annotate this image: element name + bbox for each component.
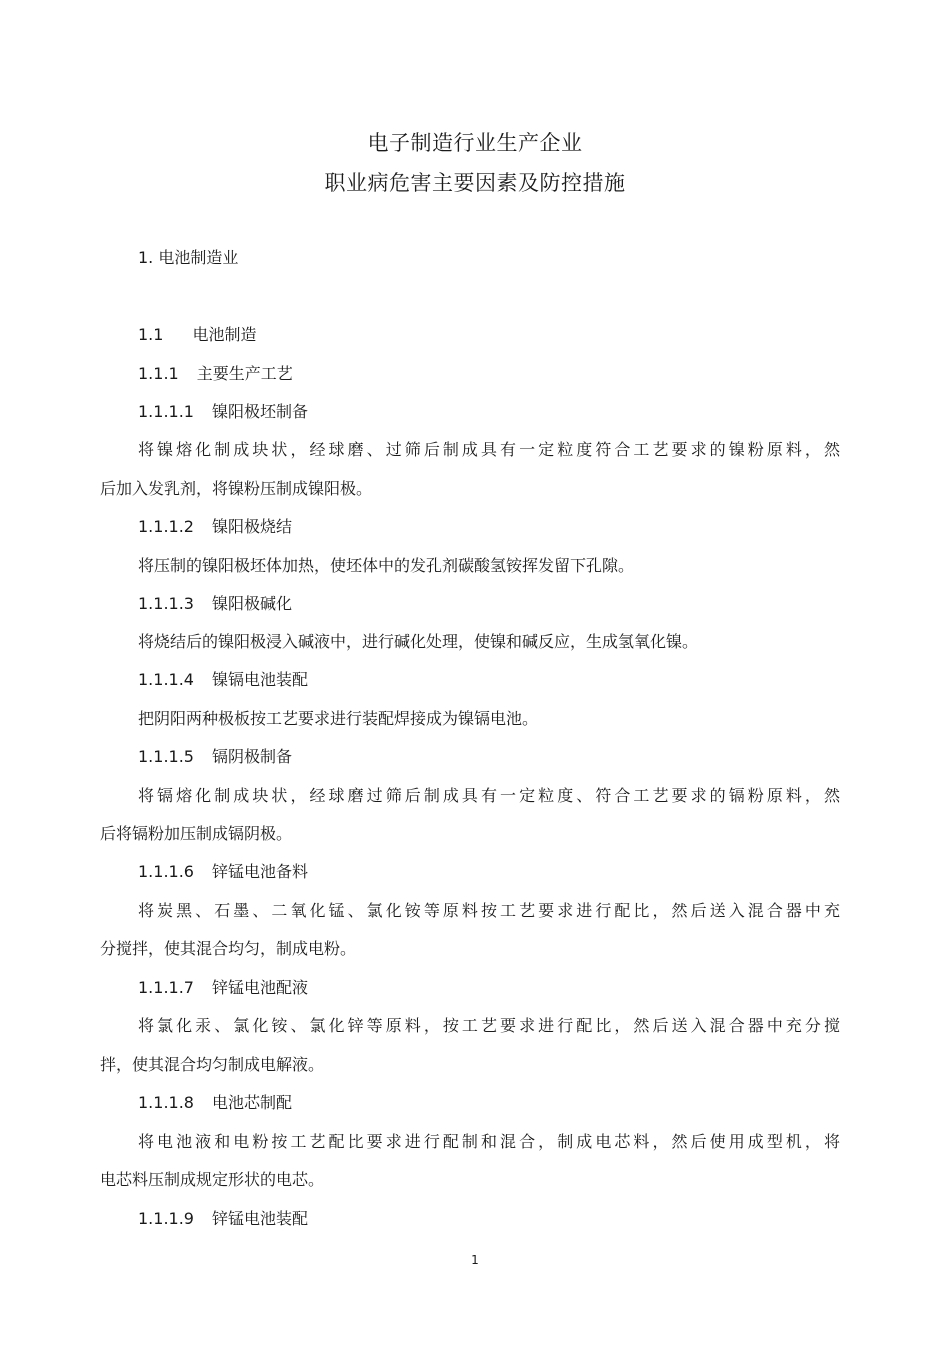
item-heading bbox=[138, 1209, 308, 1229]
item-heading bbox=[138, 862, 308, 882]
subsection-number: 1.1 bbox=[138, 325, 164, 344]
document-title-line2: 职业病危害主要因素及防控措施 bbox=[324, 171, 626, 195]
item-label: 镍阳极烧结 bbox=[211, 517, 292, 536]
item-label: 镍阳极碱化 bbox=[211, 594, 292, 613]
item-heading bbox=[138, 594, 292, 614]
paragraph-line: 电芯料压制成规定形状的电芯。 bbox=[100, 1170, 325, 1189]
subsubsection-label: 主要生产工艺 bbox=[196, 364, 293, 383]
subsection-label: 电池制造 bbox=[192, 325, 257, 344]
subsubsection-number: 1.1.1 bbox=[138, 364, 179, 383]
paragraph-line: 将电池液和电粉按工艺配比要求进行配制和混合，制成电芯料，然后使用成型机，将 bbox=[138, 1132, 840, 1151]
item-heading bbox=[138, 1093, 292, 1113]
item-heading bbox=[138, 517, 292, 537]
item-heading bbox=[138, 402, 308, 422]
item-number: 1.1.1.7 bbox=[138, 978, 194, 997]
paragraph-line: 将烧结后的镍阳极浸入碱液中，进行碱化处理，使镍和碱反应，生成氢氧化镍。 bbox=[138, 632, 699, 651]
paragraph-line: 把阴阳两种极板按工艺要求进行装配焊接成为镍镉电池。 bbox=[138, 709, 539, 728]
paragraph-line: 分搅拌，使其混合均匀，制成电粉。 bbox=[100, 939, 357, 958]
paragraph-line: 将炭黑、石墨、二氧化锰、氯化铵等原料按工艺要求进行配比，然后送入混合器中充 bbox=[138, 901, 840, 920]
paragraph-line: 将氯化汞、氯化铵、氯化锌等原料，按工艺要求进行配比，然后送入混合器中充分搅 bbox=[138, 1016, 840, 1035]
item-number: 1.1.1.9 bbox=[138, 1209, 194, 1228]
paragraph-line: 将镍熔化制成块状，经球磨、过筛后制成具有一定粒度符合工艺要求的镍粉原料，然 bbox=[138, 440, 840, 459]
document-title-line1: 电子制造行业生产企业 bbox=[367, 131, 583, 155]
paragraph-line: 后将镉粉加压制成镉阴极。 bbox=[100, 824, 293, 843]
item-heading bbox=[138, 670, 308, 690]
item-heading bbox=[138, 978, 308, 998]
item-label: 镍阳极坯制备 bbox=[211, 402, 308, 421]
item-label: 锌锰电池备料 bbox=[211, 862, 308, 881]
paragraph-line: 将压制的镍阳极坯体加热，使坯体中的发孔剂碳酸氢铵挥发留下孔隙。 bbox=[138, 556, 635, 575]
page-number: 1 bbox=[471, 1253, 479, 1267]
item-label: 锌锰电池装配 bbox=[211, 1209, 308, 1228]
paragraph-line: 拌，使其混合均匀制成电解液。 bbox=[100, 1055, 325, 1074]
item-number: 1.1.1.8 bbox=[138, 1093, 194, 1112]
paragraph-line: 将镉熔化制成块状，经球磨过筛后制成具有一定粒度、符合工艺要求的镉粉原料，然 bbox=[138, 786, 840, 805]
item-label: 锌锰电池配液 bbox=[211, 978, 308, 997]
paragraph-line: 后加入发乳剂，将镍粉压制成镍阳极。 bbox=[100, 479, 373, 498]
item-label: 电池芯制配 bbox=[211, 1093, 292, 1112]
item-heading bbox=[138, 747, 292, 767]
section-heading: 1. 电池制造业 bbox=[138, 248, 239, 267]
item-number: 1.1.1.1 bbox=[138, 402, 194, 421]
item-label: 镉阴极制备 bbox=[211, 747, 292, 766]
item-number: 1.1.1.2 bbox=[138, 517, 194, 536]
item-number: 1.1.1.4 bbox=[138, 670, 194, 689]
item-number: 1.1.1.5 bbox=[138, 747, 194, 766]
item-number: 1.1.1.3 bbox=[138, 594, 194, 613]
item-label: 镍镉电池装配 bbox=[211, 670, 308, 689]
item-number: 1.1.1.6 bbox=[138, 862, 194, 881]
subsubsection-heading bbox=[138, 364, 293, 384]
subsection-heading bbox=[138, 325, 256, 345]
